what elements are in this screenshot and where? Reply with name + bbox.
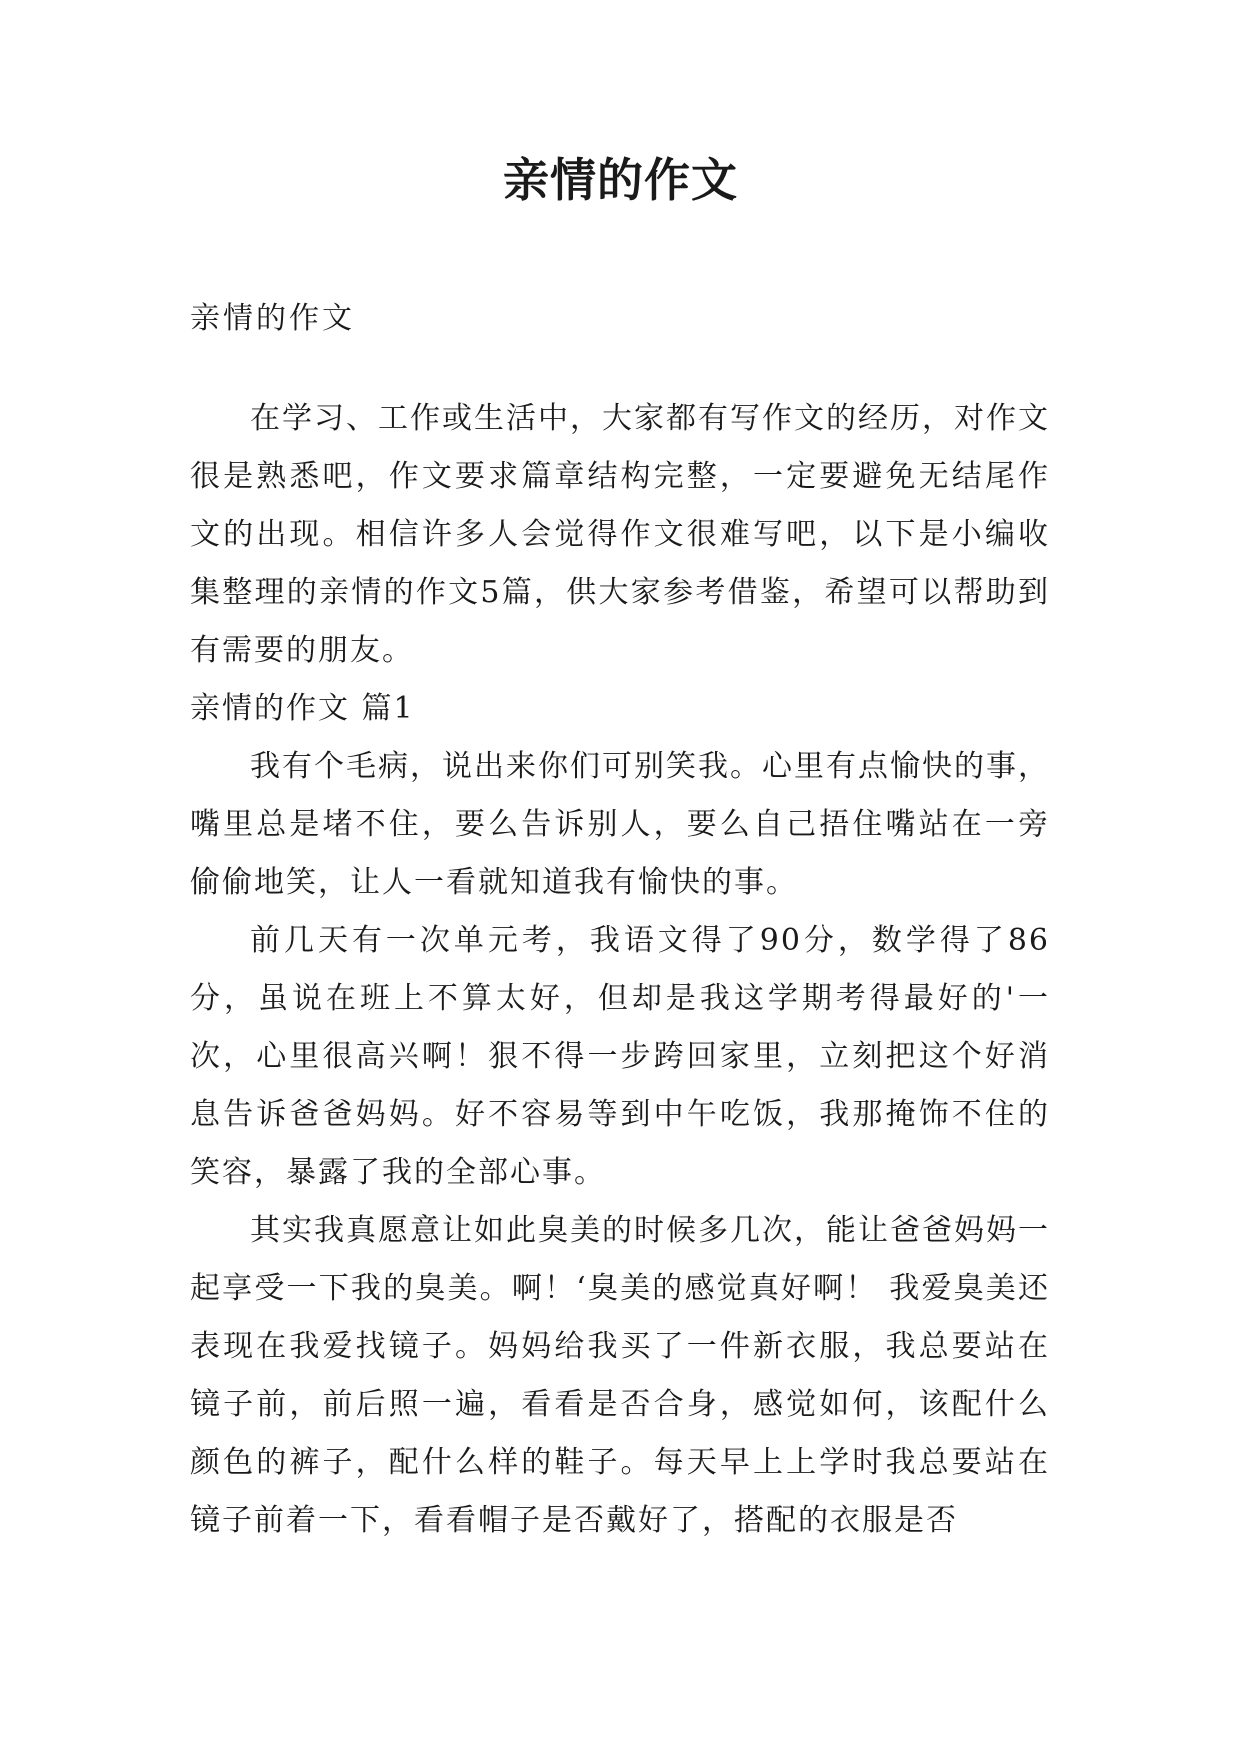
intro-paragraph: 在学习、工作或生活中，大家都有写作文的经历，对作文很是熟悉吧，作文要求篇章结构完整，一定要避免无结尾作文的出现。相信许多人会觉得作文很难写吧，以下是小编收集整理的亲情的作文5篇，供大家参考借鉴，希望可以帮助到有需要的朋友。 [190, 401, 1050, 668]
body-paragraph: 其实我真愿意让如此臭美的时候多几次，能让爸爸妈妈一起享受一下我的臭美。啊！‘臭美的感觉真好啊！ 我爱臭美还表现在我爱找镜子。妈妈给我买了一件新衣服，我总要站在镜子前，前后照一遍，看看是否合身，感觉如何，该配什么颜色的裤子，配什么样的鞋子。每天早上上学时我总要站在镜子前着一下，看看帽子是否戴好了，搭配的衣服是否 [190, 1213, 1050, 1538]
document-subtitle: 亲情的作文 [190, 301, 355, 336]
body-paragraph: 我有个毛病，说出来你们可别笑我。心里有点愉快的事，嘴里总是堵不住，要么告诉别人，要么自己捂住嘴站在一旁偷偷地笑，让人一看就知道我有愉快的事。 [190, 749, 1050, 900]
section-heading: 亲情的作文 篇1 [190, 691, 415, 726]
document-title: 亲情的作文 [503, 153, 738, 207]
document-body [190, 290, 1050, 1550]
body-paragraph: 前几天有一次单元考，我语文得了90分，数学得了86分，虽说在班上不算太好，但却是我这学期考得最好的'一次，心里很高兴啊！狠不得一步跨回家里，立刻把这个好消息告诉爸爸妈妈。好不容易等到中午吃饭，我那掩饰不住的笑容，暴露了我的全部心事。 [190, 923, 1050, 1190]
